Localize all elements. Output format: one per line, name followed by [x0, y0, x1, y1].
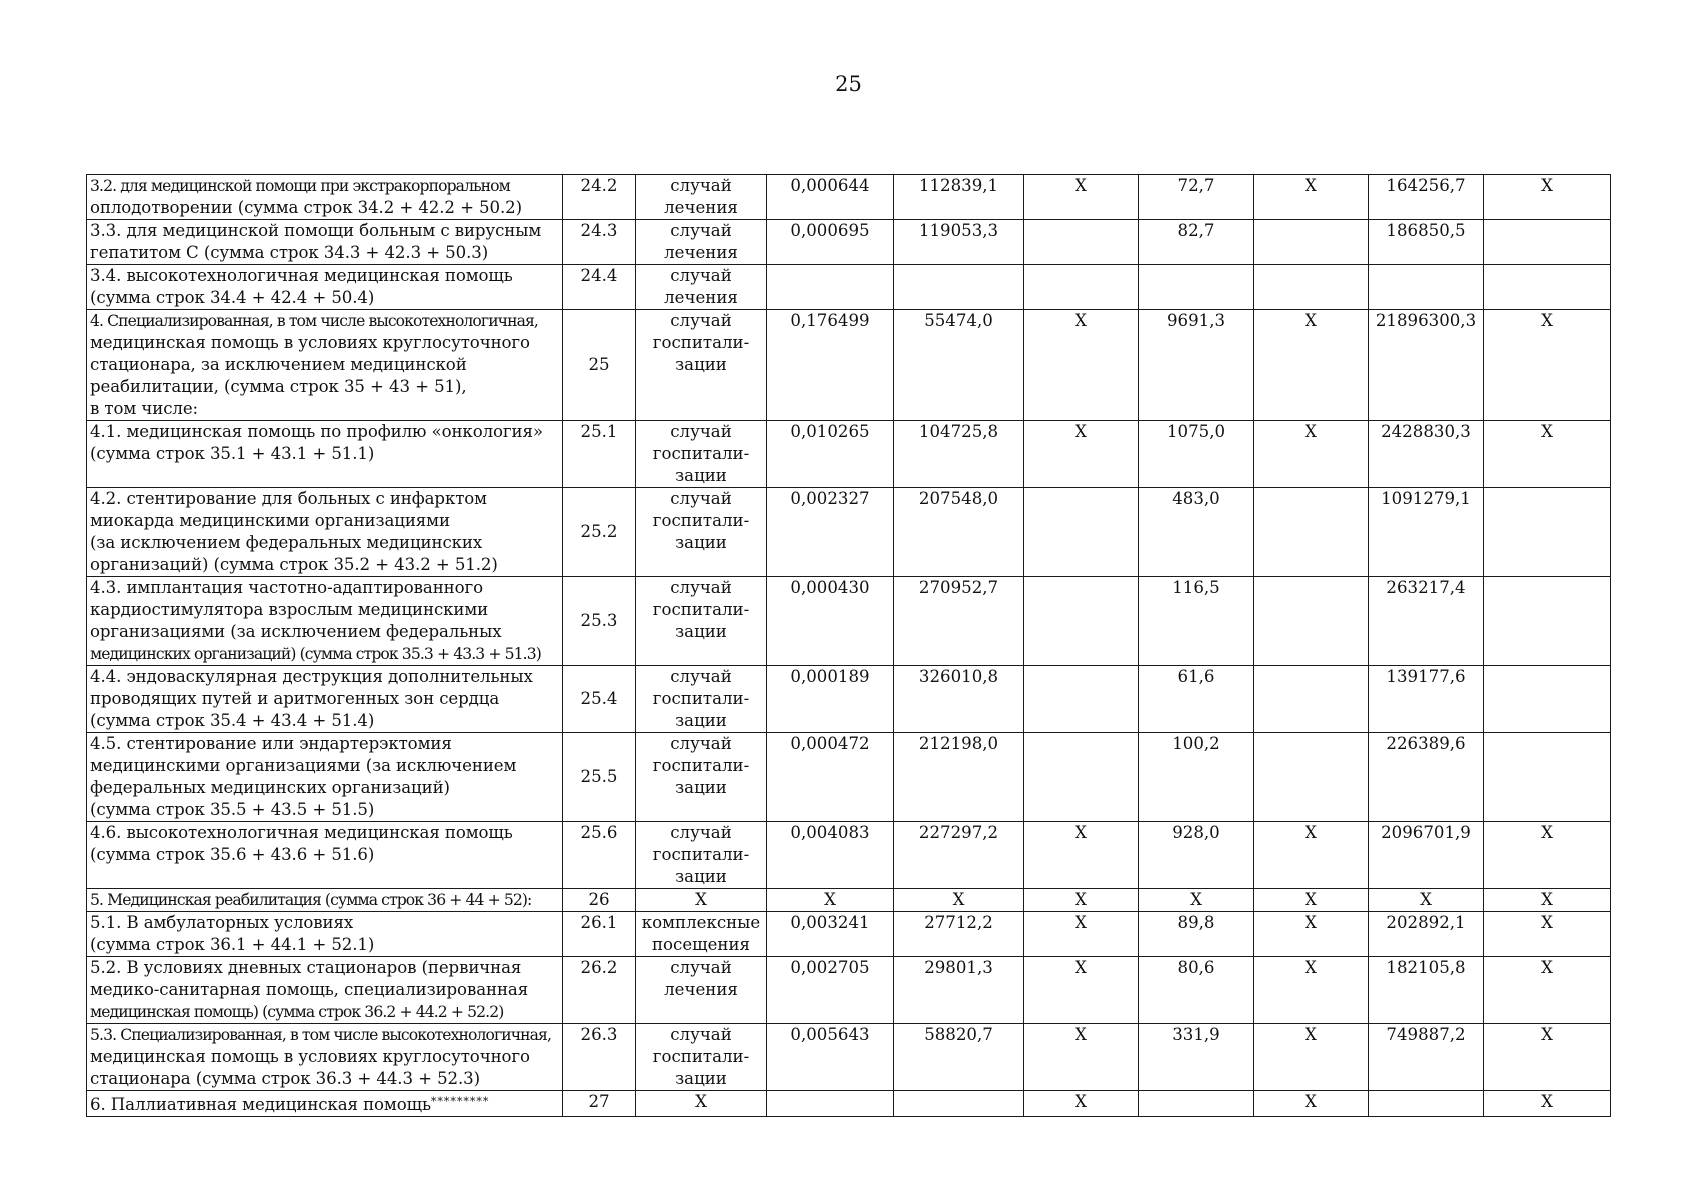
value-cell	[1024, 577, 1139, 666]
value-cell: 207548,0	[894, 488, 1024, 577]
value-cell	[1139, 265, 1254, 310]
row-name-line: организаций) (сумма строк 35.2 + 43.2 + 51.2)	[90, 555, 498, 574]
row-name-cell	[87, 666, 563, 733]
value-cell: 212198,0	[894, 733, 1024, 822]
table-row	[87, 265, 1611, 310]
row-unit-line: случай	[670, 266, 732, 285]
value-cell	[1254, 488, 1369, 577]
value-cell: Х	[1254, 310, 1369, 421]
row-unit-line: госпитали-	[652, 845, 750, 864]
row-unit-cell	[636, 220, 767, 265]
value-cell: Х	[1484, 889, 1611, 912]
value-cell: 2096701,9	[1369, 822, 1484, 889]
row-unit-line: посещения	[652, 935, 750, 954]
table-row	[87, 912, 1611, 957]
value-cell: Х	[1484, 310, 1611, 421]
value-cell: 80,6	[1139, 957, 1254, 1024]
value-cell: Х	[1484, 957, 1611, 1024]
row-unit-line: зации	[675, 867, 727, 886]
value-cell: 29801,3	[894, 957, 1024, 1024]
value-cell	[767, 1091, 894, 1117]
row-unit-cell	[636, 488, 767, 577]
value-cell: Х	[1024, 1091, 1139, 1117]
row-name-line: 4.4. эндоваскулярная деструкция дополнительных	[90, 667, 533, 686]
row-unit-line: госпитали-	[652, 689, 750, 708]
row-name-line: 4. Специализированная, в том числе высокотехнологичная,	[90, 312, 538, 330]
value-cell: Х	[1024, 310, 1139, 421]
row-name-line: оплодотворении (сумма строк 34.2 + 42.2 + 50.2)	[90, 198, 522, 217]
value-cell: 0,000430	[767, 577, 894, 666]
row-unit-line: случай	[670, 958, 732, 977]
value-cell	[894, 265, 1024, 310]
value-cell	[1024, 666, 1139, 733]
value-cell: 61,6	[1139, 666, 1254, 733]
row-name-cell	[87, 220, 563, 265]
value-cell: 104725,8	[894, 421, 1024, 488]
row-code-cell: 24.3	[563, 220, 636, 265]
value-cell: Х	[1254, 421, 1369, 488]
row-name-cell	[87, 1091, 563, 1117]
value-cell: 55474,0	[894, 310, 1024, 421]
row-name-line: 3.4. высокотехнологичная медицинская помощь	[90, 266, 513, 285]
value-cell	[1254, 220, 1369, 265]
row-name-line: кардиостимулятора взрослым медицинскими	[90, 600, 489, 619]
value-cell: Х	[1254, 912, 1369, 957]
value-cell: 0,010265	[767, 421, 894, 488]
value-cell	[1254, 265, 1369, 310]
value-cell	[1484, 577, 1611, 666]
value-cell: 226389,6	[1369, 733, 1484, 822]
value-cell: Х	[1024, 957, 1139, 1024]
row-unit-line: зации	[675, 533, 727, 552]
value-cell: 89,8	[1139, 912, 1254, 957]
value-cell: 0,000644	[767, 175, 894, 220]
value-cell	[1024, 488, 1139, 577]
value-cell: Х	[1254, 957, 1369, 1024]
row-code-cell: 27	[563, 1091, 636, 1117]
table-row	[87, 822, 1611, 889]
row-unit-line: зации	[675, 778, 727, 797]
value-cell: 331,9	[1139, 1024, 1254, 1091]
row-unit-line: госпитали-	[652, 600, 750, 619]
row-name-line: 4.6. высокотехнологичная медицинская помощь	[90, 823, 513, 842]
value-cell: Х	[1024, 421, 1139, 488]
value-cell: 202892,1	[1369, 912, 1484, 957]
table-row	[87, 733, 1611, 822]
row-name-line: в том числе:	[90, 399, 199, 418]
table-row	[87, 488, 1611, 577]
value-cell: 483,0	[1139, 488, 1254, 577]
row-name-cell	[87, 265, 563, 310]
row-name-line: 4.1. медицинская помощь по профилю «онкология»	[90, 422, 543, 441]
row-name-cell	[87, 577, 563, 666]
row-unit-line: зации	[675, 622, 727, 641]
row-name-line: организациями (за исключением федеральных	[90, 622, 502, 641]
row-code-cell: 25.4	[563, 666, 636, 733]
row-name-line: (за исключением федеральных медицинских	[90, 533, 483, 552]
row-name-line: 5. Медицинская реабилитация (сумма строк 36 + 44 + 52):	[90, 891, 532, 909]
value-cell: 58820,7	[894, 1024, 1024, 1091]
row-name-line: проводящих путей и аритмогенных зон сердца	[90, 689, 500, 708]
row-unit-line: зации	[675, 711, 727, 730]
row-name-line: федеральных медицинских организаций)	[90, 778, 450, 797]
row-name-line: медицинская помощь) (сумма строк 36.2 + 44.2 + 52.2)	[90, 1003, 504, 1021]
value-cell: Х	[1484, 175, 1611, 220]
row-name-cell	[87, 912, 563, 957]
value-cell	[1139, 1091, 1254, 1117]
row-unit-cell	[636, 175, 767, 220]
value-cell: Х	[1024, 822, 1139, 889]
value-cell: 0,002705	[767, 957, 894, 1024]
value-cell: 72,7	[1139, 175, 1254, 220]
value-cell: 9691,3	[1139, 310, 1254, 421]
value-cell: 116,5	[1139, 577, 1254, 666]
row-unit-cell	[636, 957, 767, 1024]
row-unit-line: зации	[675, 1069, 727, 1088]
row-name-cell	[87, 421, 563, 488]
value-cell: 263217,4	[1369, 577, 1484, 666]
row-name-cell	[87, 175, 563, 220]
row-name-line: медицинскими организациями (за исключением	[90, 756, 517, 775]
value-cell: 2428830,3	[1369, 421, 1484, 488]
row-name-line: стационара (сумма строк 36.3 + 44.3 + 52.3)	[90, 1069, 480, 1088]
table-row	[87, 220, 1611, 265]
table-row	[87, 310, 1611, 421]
row-unit-line: лечения	[664, 198, 738, 217]
row-unit-line: случай	[670, 489, 732, 508]
value-cell: 21896300,3	[1369, 310, 1484, 421]
value-cell: 139177,6	[1369, 666, 1484, 733]
footnote-mark: *********	[430, 1095, 490, 1108]
value-cell: 27712,2	[894, 912, 1024, 957]
value-cell: Х	[894, 889, 1024, 912]
table-body	[87, 175, 1611, 1117]
value-cell	[1024, 265, 1139, 310]
row-name-line: 4.5. стентирование или эндартерэктомия	[90, 734, 452, 753]
table-row	[87, 421, 1611, 488]
value-cell: Х	[1024, 1024, 1139, 1091]
row-name-line: (сумма строк 34.4 + 42.4 + 50.4)	[90, 288, 375, 307]
value-cell	[1254, 666, 1369, 733]
row-unit-line: случай	[670, 311, 732, 330]
value-cell	[1369, 1091, 1484, 1117]
row-code-cell: 24.2	[563, 175, 636, 220]
row-unit-line: случай	[670, 422, 732, 441]
value-cell	[1484, 666, 1611, 733]
data-table	[86, 174, 1611, 1117]
row-unit-line: случай	[670, 176, 732, 195]
value-cell: 0,004083	[767, 822, 894, 889]
row-unit-line: госпитали-	[652, 511, 750, 530]
value-cell	[1254, 577, 1369, 666]
row-unit-line: Х	[695, 890, 707, 909]
value-cell: Х	[1484, 1024, 1611, 1091]
value-cell: 0,005643	[767, 1024, 894, 1091]
row-name-line: 5.2. В условиях дневных стационаров (первичная	[90, 958, 522, 977]
value-cell: 749887,2	[1369, 1024, 1484, 1091]
value-cell: Х	[1484, 822, 1611, 889]
value-cell: Х	[1484, 912, 1611, 957]
row-unit-cell	[636, 421, 767, 488]
row-unit-cell	[636, 1024, 767, 1091]
value-cell: Х	[1254, 175, 1369, 220]
row-name-line: 5.1. В амбулаторных условиях	[90, 913, 354, 932]
value-cell: Х	[1139, 889, 1254, 912]
row-name-line: медицинских организаций) (сумма строк 35.3 + 43.3 + 51.3)	[90, 645, 541, 663]
row-name-line: 3.3. для медицинской помощи больным с вирусным	[90, 221, 542, 240]
row-unit-line: случай	[670, 823, 732, 842]
table-row	[87, 889, 1611, 912]
row-unit-cell	[636, 577, 767, 666]
row-unit-cell	[636, 310, 767, 421]
value-cell	[1024, 733, 1139, 822]
value-cell: Х	[1254, 1091, 1369, 1117]
value-cell: Х	[1024, 912, 1139, 957]
value-cell: 0,000472	[767, 733, 894, 822]
row-code-cell: 25.6	[563, 822, 636, 889]
row-unit-line: зации	[675, 466, 727, 485]
value-cell: 0,000189	[767, 666, 894, 733]
value-cell: Х	[1484, 1091, 1611, 1117]
value-cell: Х	[1254, 822, 1369, 889]
row-unit-cell	[636, 666, 767, 733]
row-unit-cell	[636, 889, 767, 912]
value-cell: 100,2	[1139, 733, 1254, 822]
value-cell: 270952,7	[894, 577, 1024, 666]
value-cell: 119053,3	[894, 220, 1024, 265]
value-cell	[1369, 265, 1484, 310]
value-cell: Х	[1484, 421, 1611, 488]
row-unit-cell	[636, 1091, 767, 1117]
value-cell: Х	[767, 889, 894, 912]
row-unit-cell	[636, 912, 767, 957]
row-code-cell: 26.2	[563, 957, 636, 1024]
row-name-line: медицинская помощь в условиях круглосуточного	[90, 333, 530, 352]
value-cell	[767, 265, 894, 310]
row-unit-line: комплексные	[641, 913, 761, 932]
value-cell: 1075,0	[1139, 421, 1254, 488]
value-cell	[1484, 220, 1611, 265]
row-name-line: медико-санитарная помощь, специализированная	[90, 980, 529, 999]
row-unit-line: случай	[670, 578, 732, 597]
table-row	[87, 1091, 1611, 1117]
value-cell: Х	[1369, 889, 1484, 912]
value-cell: 186850,5	[1369, 220, 1484, 265]
row-name-cell	[87, 733, 563, 822]
row-name-line: стационара, за исключением медицинской	[90, 355, 467, 374]
row-name-cell	[87, 957, 563, 1024]
row-name-cell	[87, 889, 563, 912]
value-cell: 0,003241	[767, 912, 894, 957]
table-row	[87, 666, 1611, 733]
row-unit-line: зации	[675, 355, 727, 374]
row-name-line: 3.2. для медицинской помощи при экстракорпоральном	[90, 177, 510, 195]
value-cell: Х	[1254, 889, 1369, 912]
row-name-line: 4.2. стентирование для больных с инфарктом	[90, 489, 487, 508]
row-unit-line: случай	[670, 667, 732, 686]
row-unit-line: лечения	[664, 980, 738, 999]
row-unit-line: случай	[670, 221, 732, 240]
value-cell	[1484, 733, 1611, 822]
row-name-line: медицинская помощь в условиях круглосуточного	[90, 1047, 530, 1066]
row-code-cell: 26.3	[563, 1024, 636, 1091]
value-cell	[1254, 733, 1369, 822]
row-name-line: миокарда медицинскими организациями	[90, 511, 450, 530]
row-unit-line: госпитали-	[652, 1047, 750, 1066]
table-row	[87, 1024, 1611, 1091]
row-name-line: (сумма строк 36.1 + 44.1 + 52.1)	[90, 935, 375, 954]
row-name-cell	[87, 822, 563, 889]
row-name-line: (сумма строк 35.6 + 43.6 + 51.6)	[90, 845, 375, 864]
value-cell	[894, 1091, 1024, 1117]
row-name-line: реабилитации, (сумма строк 35 + 43 + 51),	[90, 377, 467, 396]
value-cell: Х	[1024, 175, 1139, 220]
row-name-cell	[87, 310, 563, 421]
value-cell	[1484, 488, 1611, 577]
value-cell: 82,7	[1139, 220, 1254, 265]
row-name-line: 6. Паллиативная медицинская помощь	[90, 1095, 431, 1114]
value-cell: 0,000695	[767, 220, 894, 265]
row-name-line: 5.3. Специализированная, в том числе высокотехнологичная,	[90, 1026, 552, 1044]
row-unit-line: случай	[670, 734, 732, 753]
row-name-line: (сумма строк 35.4 + 43.4 + 51.4)	[90, 711, 375, 730]
row-unit-line: случай	[670, 1025, 732, 1044]
row-code-cell: 25.2	[563, 488, 636, 577]
row-name-line: 4.3. имплантация частотно-адаптированного	[90, 578, 484, 597]
value-cell: 0,176499	[767, 310, 894, 421]
row-name-line: (сумма строк 35.5 + 43.5 + 51.5)	[90, 800, 375, 819]
table-row	[87, 175, 1611, 220]
row-name-line: (сумма строк 35.1 + 43.1 + 51.1)	[90, 444, 375, 463]
value-cell: 928,0	[1139, 822, 1254, 889]
row-name-line: гепатитом С (сумма строк 34.3 + 42.3 + 50.3)	[90, 243, 489, 262]
value-cell: 326010,8	[894, 666, 1024, 733]
row-code-cell: 25.5	[563, 733, 636, 822]
row-code-cell: 25.3	[563, 577, 636, 666]
row-name-cell	[87, 488, 563, 577]
value-cell: Х	[1254, 1024, 1369, 1091]
row-unit-line: лечения	[664, 288, 738, 307]
row-unit-line: госпитали-	[652, 756, 750, 775]
value-cell: Х	[1024, 889, 1139, 912]
value-cell: 1091279,1	[1369, 488, 1484, 577]
row-unit-line: госпитали-	[652, 444, 750, 463]
row-code-cell: 26.1	[563, 912, 636, 957]
row-unit-line: Х	[695, 1092, 707, 1111]
value-cell: 0,002327	[767, 488, 894, 577]
row-name-cell	[87, 1024, 563, 1091]
value-cell	[1024, 220, 1139, 265]
row-code-cell: 24.4	[563, 265, 636, 310]
row-code-cell: 25	[563, 310, 636, 421]
table-row	[87, 577, 1611, 666]
table-row	[87, 957, 1611, 1024]
row-unit-line: лечения	[664, 243, 738, 262]
row-unit-cell	[636, 265, 767, 310]
value-cell: 112839,1	[894, 175, 1024, 220]
value-cell	[1484, 265, 1611, 310]
value-cell: 182105,8	[1369, 957, 1484, 1024]
row-unit-cell	[636, 733, 767, 822]
value-cell: 164256,7	[1369, 175, 1484, 220]
row-code-cell: 25.1	[563, 421, 636, 488]
page-number: 25	[835, 72, 862, 96]
value-cell: 227297,2	[894, 822, 1024, 889]
row-code-cell: 26	[563, 889, 636, 912]
row-unit-cell	[636, 822, 767, 889]
row-unit-line: госпитали-	[652, 333, 750, 352]
